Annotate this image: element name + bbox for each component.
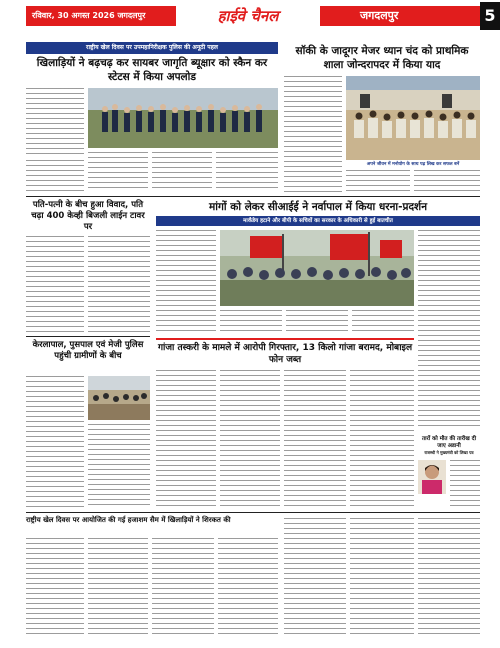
story7-top-rule	[156, 338, 414, 340]
story6-body-col1	[26, 538, 84, 638]
story3-body-col2	[88, 236, 150, 332]
story1-body-col1	[26, 88, 84, 158]
divider-bottom	[26, 512, 480, 513]
story6-body-col3	[152, 538, 214, 638]
story8-subhead: राजस्थी ने मुख्यमंत्री को लिखा पत्र	[424, 450, 474, 455]
issue-date: रविवार, 30 अगस्त 2026 जगदलपुर	[26, 6, 176, 26]
story4-body-col5	[352, 310, 414, 334]
story1-photo	[88, 88, 278, 148]
story2-caption: अपने जीवन में मनोयोग के साथ पढ़ लिख कर सफल बनें	[366, 162, 460, 167]
story4-photo	[220, 230, 414, 306]
masthead	[0, 0, 500, 34]
story7-body-col3	[284, 370, 346, 508]
story2-body-col1b	[284, 166, 342, 192]
story7-body-col2	[220, 370, 280, 508]
story1-body-col2	[88, 152, 148, 192]
section-city: जगदलपुर	[360, 9, 399, 22]
story3-headline: पति-पत्नी के बीच हुआ विवाद, पति चढ़ा 400 केव्ही बिजली लाईन टावर पर	[31, 200, 145, 232]
story8-portrait	[418, 460, 446, 494]
story7-body-col1	[156, 370, 216, 508]
story5-body-col2	[88, 424, 150, 508]
story1-body-col4	[216, 152, 278, 192]
story2-photo	[346, 76, 480, 160]
story5-headline: केरलापाल, पुसपाल एवं मेजी पुलिस पहुंची ग्रामीणों के बीच	[32, 340, 144, 361]
story2-body-col3	[414, 170, 480, 192]
story4-body-col4	[286, 310, 348, 334]
story8-body-col1	[450, 460, 480, 508]
story7-body-col4	[350, 370, 414, 508]
newspaper-logo: हाईवे चैनल	[217, 7, 279, 25]
story4-subhead: मार्कंडेय हटाने और बीपी के सचिवों का सरकार के अधिकारी से हुई बातचीत	[156, 216, 480, 226]
divider-top	[26, 196, 480, 197]
story5-body-col1	[26, 376, 84, 508]
story6-headline: राष्ट्रीय खेल दिवस पर आयोजित की गई हजाशम सैम में खिलाड़ियों ने शिरकत की	[26, 516, 231, 524]
story4-body-col2	[418, 230, 480, 430]
story1-body-col3	[152, 152, 212, 192]
story7-headline: गांजा तस्करी के मामले में आरोपी गिरफ्तार, 13 किलो गांजा बरामद, मोबाइल फोन जब्त	[157, 343, 413, 365]
section-banner	[320, 6, 482, 26]
divider-left-mid	[26, 336, 150, 337]
bottom-right-col3	[418, 518, 480, 638]
story4-body-col1	[156, 230, 216, 334]
story2-headline: सॉकी के जादूगर मेजर ध्यान चंद को प्राथमिक शाला जोन्दरापदर में किया याद	[295, 45, 469, 71]
story5-photo	[88, 376, 150, 420]
story4-body-col3	[220, 310, 282, 334]
story1-body-col1b	[26, 160, 84, 192]
story8-headline: तारों को मौत की तारीख दी जाए अडानी	[421, 436, 477, 449]
story3-body-col1	[26, 236, 84, 332]
story1-headline: खिलाड़ियों ने बढ़चढ़ कर सायबर जागृति ब्यूक्षार को स्कैन कर स्टेटस में किया अपलोड	[36, 57, 268, 83]
page-number: 5	[480, 2, 500, 30]
story4-headline: मांगों को लेकर सीआईई ने नर्वापाल में किया धरना-प्रदर्शन	[208, 201, 428, 213]
story2-body-col2	[346, 170, 410, 192]
story1-kicker: राष्ट्रीय खेल दिवस पर उपमहानिरीक्षक पुलिस की अनूठी पहल	[26, 42, 278, 54]
story2-body-col1	[284, 76, 342, 162]
bottom-right-col1	[284, 518, 346, 638]
story6-body-col2	[88, 538, 148, 638]
story6-body-col4	[218, 538, 278, 638]
bottom-right-col2	[350, 518, 414, 638]
